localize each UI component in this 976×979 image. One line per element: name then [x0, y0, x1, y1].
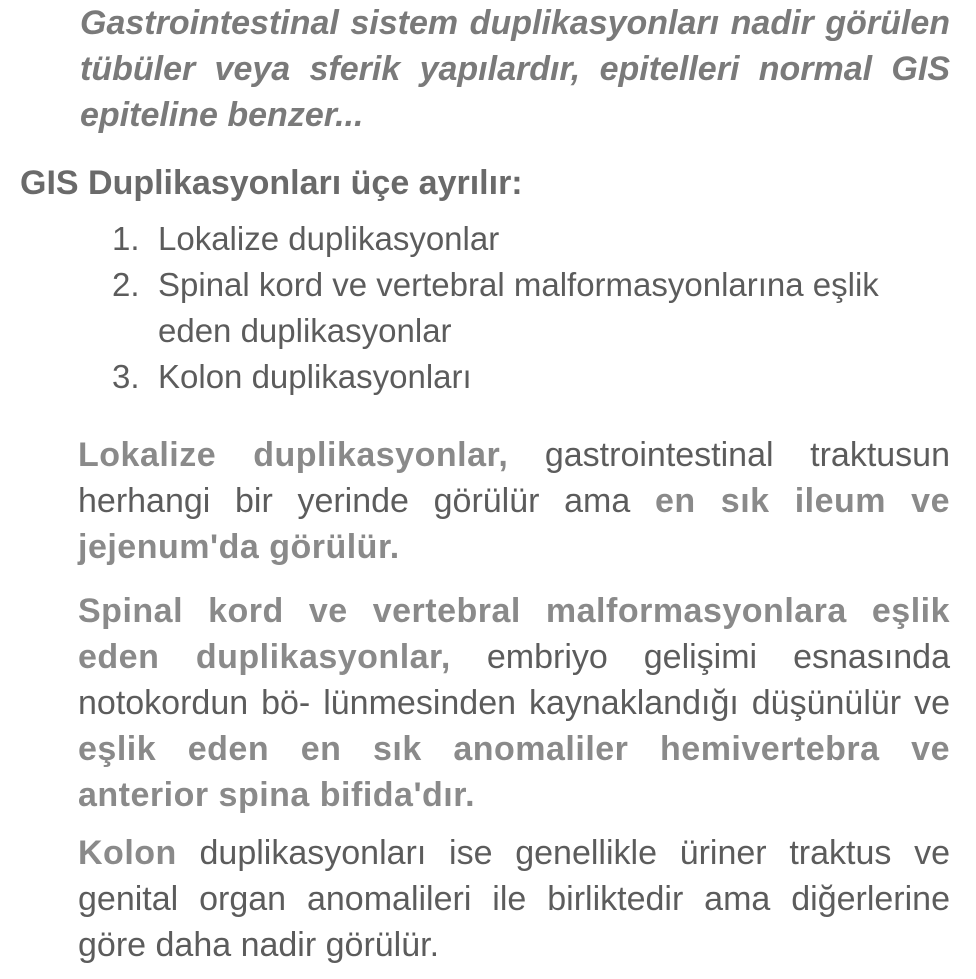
paragraph-term: Spinal kord ve vertebral malformasyonlara eşlik eden duplikasyonlar,: [78, 592, 950, 676]
list-item: [112, 354, 952, 400]
paragraph-text: gastrointestinal traktusun herhangi bir yerinde görülür ama: [78, 436, 950, 520]
intro-paragraph: [80, 0, 950, 138]
list-item-label: Spinal kord ve vertebral malformasyonlarına eşlik eden duplikasyonlar: [158, 266, 879, 349]
paragraph-emphasis: en sık ileum ve jejenum'da görülür.: [78, 482, 950, 566]
localized-paragraph: [78, 432, 950, 570]
paragraph-term: Kolon: [78, 834, 177, 872]
paragraph-text: duplikasyonları ise genellikle üriner traktus ve genital organ anomalileri ile birliktedir ama diğerlerine göre daha nadir görülür.: [78, 834, 950, 964]
list-item-number: 2.: [112, 266, 140, 303]
list-item: [112, 216, 952, 262]
paragraph-term: Lokalize duplikasyonlar,: [78, 436, 509, 474]
paragraph-text: embriyo gelişimi esnasında notokordun bö- lünmesinden kaynaklandığı düşünülür ve: [78, 638, 950, 722]
list-item: [112, 262, 952, 354]
spinal-paragraph: [78, 588, 950, 818]
intro-text: Gastrointestinal sistem duplikasyonları nadir görülen tübüler veya sferik yapılardır, epitelleri normal GIS epiteline benzer...: [80, 4, 950, 134]
list-item-number: 1.: [112, 220, 140, 257]
paragraph-emphasis: eşlik eden en sık anomaliler hemivertebra ve anterior spina bifida'dır.: [78, 730, 950, 814]
heading-text: GIS Duplikasyonları üçe ayrılır:: [20, 164, 523, 202]
list-item-number: 3.: [112, 358, 140, 395]
list-item-label: Kolon duplikasyonları: [158, 358, 472, 395]
list-item-label: Lokalize duplikasyonlar: [158, 220, 500, 257]
section-heading: [20, 160, 920, 206]
duplication-type-list: [112, 216, 952, 400]
colon-paragraph: [78, 830, 950, 968]
